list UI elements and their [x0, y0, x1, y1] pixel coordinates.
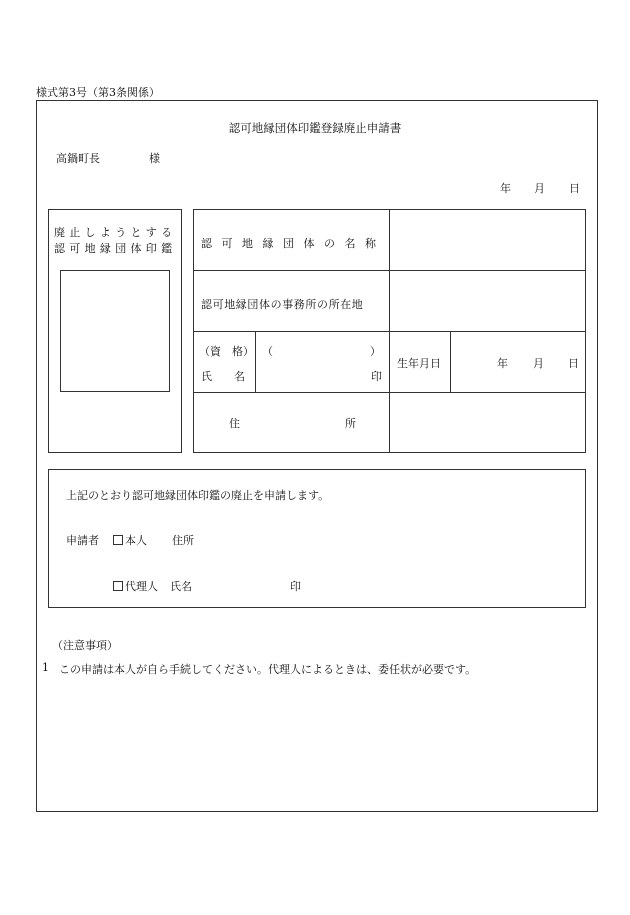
self-option[interactable] — [113, 532, 147, 548]
name-seal-mark: 印 — [371, 370, 382, 383]
office-address-label: 認可地縁団体の事務所の所在地 — [201, 298, 364, 311]
birth-month-label: 月 — [533, 357, 544, 370]
agent-checkbox-label: 代理人 — [125, 580, 158, 593]
note-item-1-number: 1 — [42, 661, 49, 674]
agent-option[interactable] — [113, 578, 158, 594]
agent-seal-mark: 印 — [290, 580, 301, 593]
qualification-label: （資 格） — [199, 345, 254, 358]
form-title: 認可地縁団体印鑑登録廃止申請書 — [228, 121, 402, 135]
address-field[interactable] — [392, 395, 584, 451]
date-day-label: 日 — [569, 182, 580, 195]
notes-heading: （注意事項） — [52, 639, 118, 652]
birth-year-label: 年 — [497, 357, 508, 370]
self-checkbox-label: 本人 — [125, 534, 147, 547]
qualification-close-paren: ） — [370, 345, 381, 358]
application-statement: 上記のとおり認可地縁団体印鑑の廃止を申請します。 — [66, 489, 330, 502]
group-name-label: 認可地縁団体の名称 — [201, 237, 386, 250]
name-label: 氏 名 — [201, 370, 245, 383]
addressee: 高鍋町長 — [56, 152, 100, 165]
form-number: 様式第3号（第3条関係） — [36, 86, 160, 99]
seal-label-line2 — [54, 240, 176, 256]
info-table-birth-divider — [450, 331, 451, 392]
address-label-2: 所 — [345, 417, 356, 430]
info-table-qual-divider — [255, 331, 256, 392]
self-address-label: 住所 — [172, 534, 194, 547]
qualification-open-paren: （ — [262, 345, 273, 358]
birth-day-label: 日 — [568, 357, 579, 370]
form-frame — [36, 100, 598, 812]
applicant-label: 申請者 — [66, 534, 99, 547]
office-address-field[interactable] — [392, 273, 584, 329]
self-checkbox[interactable] — [113, 535, 123, 545]
date-month-label: 月 — [534, 182, 545, 195]
agent-name-label: 氏名 — [170, 580, 192, 593]
seal-label-line2-text: 認可地縁団体印鑑 — [54, 242, 177, 255]
note-item-1-text: この申請は本人が自ら手続してください。代理人によるときは、委任状が必要です。 — [59, 663, 477, 676]
address-label-1: 住 — [229, 417, 240, 430]
date-year-label: 年 — [500, 182, 511, 195]
group-name-field[interactable] — [392, 212, 584, 268]
seal-impression-box[interactable] — [60, 270, 170, 392]
info-table-col-divider — [389, 209, 390, 453]
seal-label-line1-text: 廃止しようとする — [54, 226, 177, 239]
representative-name-field[interactable] — [258, 334, 386, 389]
agent-checkbox[interactable] — [113, 581, 123, 591]
addressee-honorific: 様 — [149, 152, 160, 165]
birthdate-label: 生年月日 — [397, 357, 441, 370]
seal-label-line1 — [54, 224, 176, 240]
